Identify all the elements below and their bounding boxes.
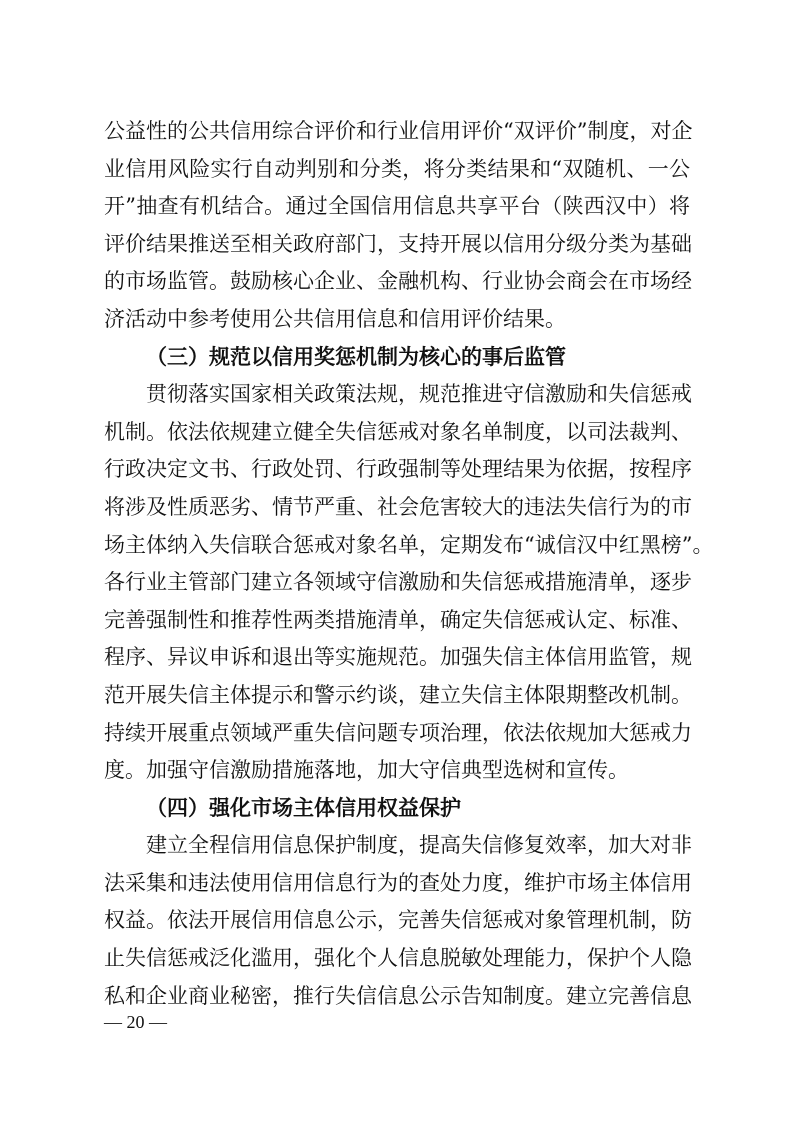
paragraph-line: 济活动中参考使用公共信用信息和信用评价结果。 — [104, 306, 566, 331]
paragraph-line: 度。加强守信激励措施落地，加大守信典型选树和宣传。 — [104, 758, 629, 783]
section-heading: （四）强化市场主体信用权益保护 — [146, 795, 461, 820]
document-body — [104, 113, 714, 1015]
paragraph-line: 各行业主管部门建立各领域守信激励和失信惩戒措施清单，逐步 — [104, 570, 692, 595]
paragraph-line: 贯彻落实国家相关政策法规，规范推进守信激励和失信惩戒 — [146, 382, 692, 407]
page-number: — 20 — — [104, 1012, 167, 1032]
paragraph-line: 公益性的公共信用综合评价和行业信用评价“双评价”制度，对企 — [104, 119, 693, 143]
paragraph-line: 行政决定文书、行政处罚、行政强制等处理结果为依据，按程序 — [104, 457, 692, 482]
paragraph-line: 完善强制性和推荐性两类措施清单，确定失信惩戒认定、标准、 — [104, 607, 692, 632]
paragraph-line: 建立全程信用信息保护制度，提高失信修复效率，加大对非 — [146, 833, 692, 858]
section-heading: （三）规范以信用奖惩机制为核心的事后监管 — [146, 344, 566, 369]
paragraph-line: 私和企业商业秘密，推行失信信息公示告知制度。建立完善信息 — [104, 983, 692, 1008]
paragraph-line: 法采集和违法使用信用信息行为的查处力度，维护市场主体信用 — [104, 870, 692, 895]
paragraph-line: 评价结果推送至相关政府部门，支持开展以信用分级分类为基础 — [104, 231, 692, 256]
paragraph-line: 权益。依法开展信用信息公示，完善失信惩戒对象管理机制，防 — [104, 908, 692, 933]
paragraph-line: 止失信惩戒泛化滥用，强化个人信息脱敏处理能力，保护个人隐 — [104, 946, 692, 971]
paragraph-line: 将涉及性质恶劣、情节严重、社会危害较大的违法失信行为的市 — [104, 494, 692, 519]
paragraph-line: 程序、异议申诉和退出等实施规范。加强失信主体信用监管，规 — [104, 645, 692, 670]
paragraph-line: 范开展失信主体提示和警示约谈，建立失信主体限期整改机制。 — [104, 682, 692, 707]
paragraph-line: 持续开展重点领域严重失信问题专项治理，依法依规加大惩戒力 — [104, 720, 692, 745]
paragraph-line: 场主体纳入失信联合惩戒对象名单，定期发布“诚信汉中红黑榜”。 — [104, 532, 714, 557]
paragraph-line: 开”抽查有机结合。通过全国信用信息共享平台（陕西汉中）将 — [104, 194, 690, 219]
paragraph-line: 机制。依法依规建立健全失信惩戒对象名单制度，以司法裁判、 — [104, 419, 692, 444]
paragraph-line: 的市场监管。鼓励核心企业、金融机构、行业协会商会在市场经 — [104, 269, 692, 294]
paragraph-line: 业信用风险实行自动判别和分类，将分类结果和“双随机、一公 — [104, 156, 690, 181]
